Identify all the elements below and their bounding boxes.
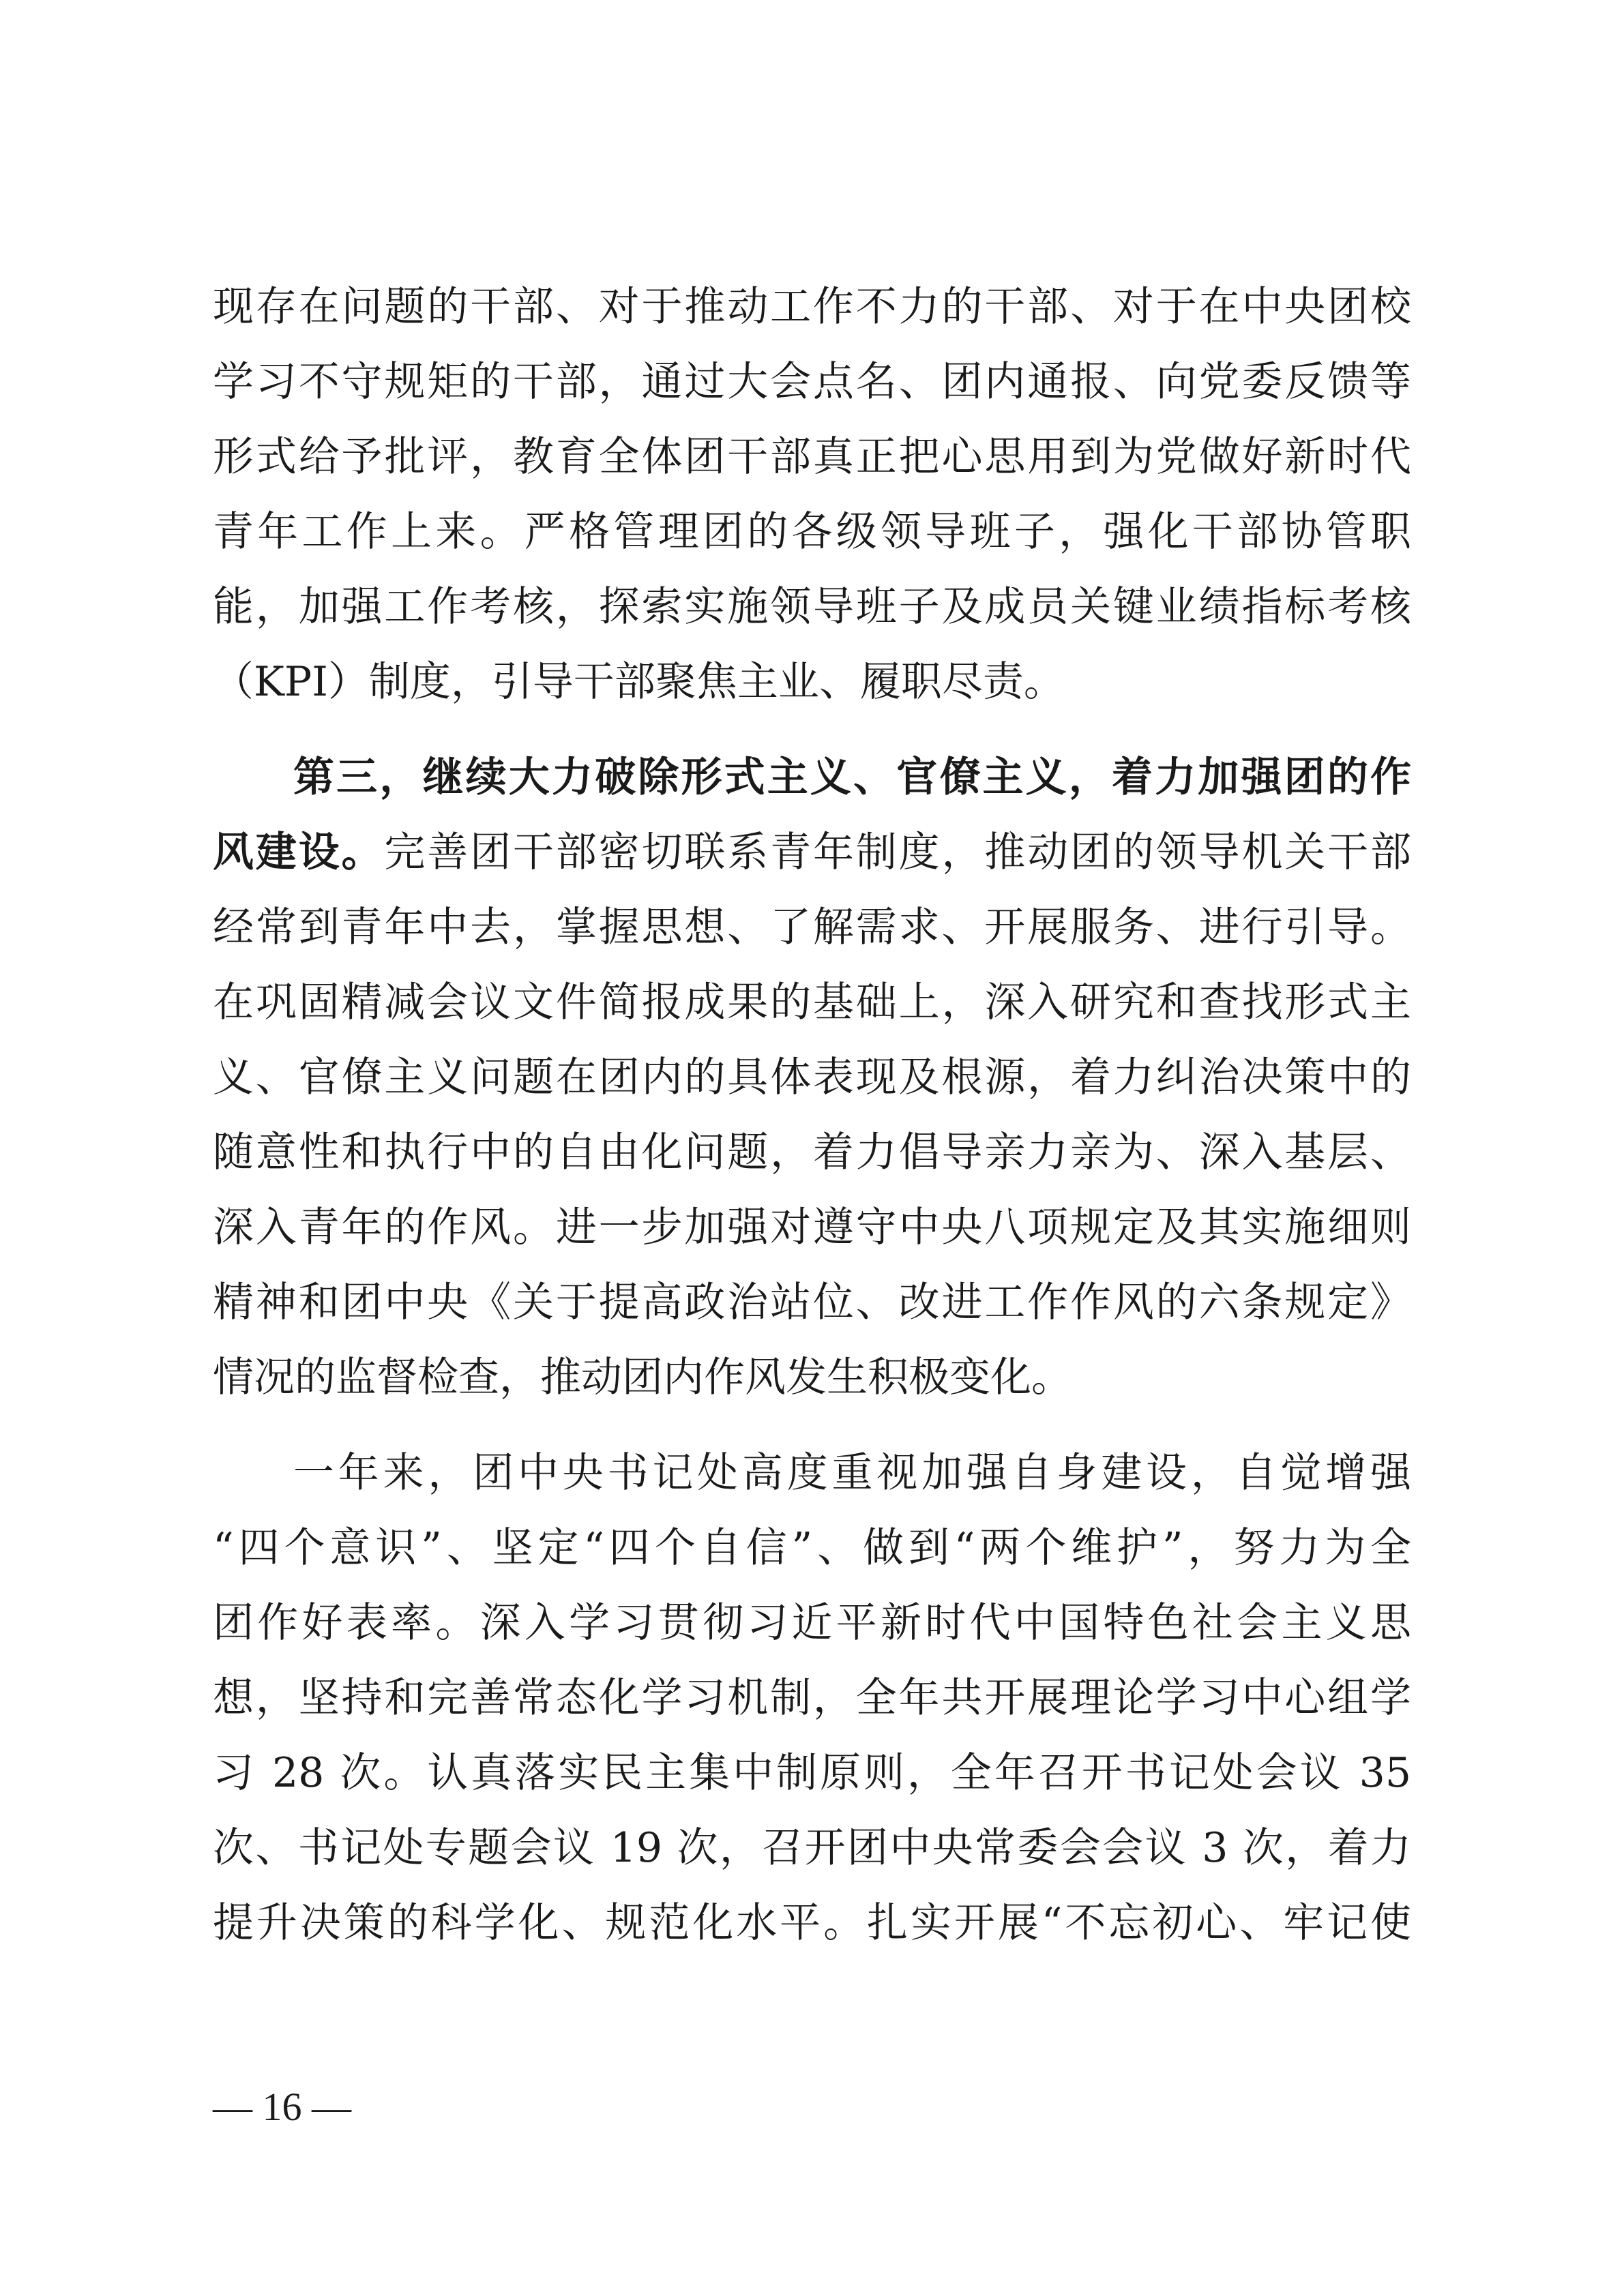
text-line [0,648,1624,716]
text-line [0,1343,1624,1412]
text-line-content: 团作好表率。深入学习贯彻习近平新时代中国特色社会主义思 [213,1599,1411,1647]
text-line [0,1664,1624,1732]
text-line-content: 在巩固精减会议文件简报成果的基础上，深入研究和查找形式主 [213,979,1411,1026]
text-line [0,968,1624,1037]
text-line-content: 能，加强工作考核，探索实施领导班子及成员关键业绩指标考核 [213,583,1411,631]
text-line [0,423,1624,491]
text-line-content: 青年工作上来。严格管理团的各级领导班子，强化干部协管职 [213,508,1411,556]
text-line-content: 精神和团中央《关于提高政治站位、改进工作作风的六条规定》 [213,1279,1411,1326]
text-line [0,1043,1624,1112]
paragraph-heading: 第三，继续大力破除形式主义、官僚主义，着力加强团的作 [293,754,1411,801]
text-line [0,1889,1624,1957]
text-line-content [213,818,1411,886]
text-line [0,818,1624,886]
text-line [0,348,1624,416]
text-line-content: 次、书记处专题会议 19 次，召开团中央常委会会议 3 次，着力 [213,1824,1411,1872]
text-line-content: 现存在问题的干部、对于推动工作不力的干部、对于在中央团校 [213,283,1411,331]
text-line [0,1193,1624,1262]
text-line [0,1514,1624,1582]
text-line [0,1589,1624,1657]
text-line-content: （KPI）制度，引导干部聚焦主业、履职尽责。 [213,658,1065,706]
text-line-rest: 完善团干部密切联系青年制度，推动团的领导机关干部 [384,829,1412,876]
text-line-content: 学习不守规矩的干部，通过大会点名、团内通报、向党委反馈等 [213,358,1411,406]
text-line-content: 提升决策的科学化、规范化水平。扎实开展“不忘初心、牢记使 [213,1899,1411,1947]
text-line-content: 随意性和执行中的自由化问题，着力倡导亲力亲为、深入基层、 [213,1129,1411,1176]
text-line [0,273,1624,341]
text-line-content: 形式给予批评，教育全体团干部真正把心思用到为党做好新时代 [213,433,1411,481]
text-line-content: 习 28 次。认真落实民主集中制原则，全年召开书记处会议 35 [213,1749,1411,1797]
text-line-content: “四个意识”、坚定“四个自信”、做到“两个维护”，努力为全 [213,1524,1411,1572]
text-line-content: 义、官僚主义问题在团内的具体表现及根源，着力纠治决策中的 [213,1054,1411,1101]
text-line [0,893,1624,961]
text-line-content: 情况的监督检查，推动团内作风发生积极变化。 [213,1354,1072,1401]
text-line [0,498,1624,566]
text-line [0,1739,1624,1807]
text-line [0,573,1624,641]
text-line-content: 想，坚持和完善常态化学习机制，全年共开展理论学习中心组学 [213,1674,1411,1722]
text-line-content: 深入青年的作风。进一步加强对遵守中央八项规定及其实施细则 [213,1204,1411,1251]
text-line-content: 一年来，团中央书记处高度重视加强自身建设，自觉增强 [293,1449,1411,1497]
page-number: — 16 — [213,2085,351,2129]
paragraph-heading-end: 风建设。 [213,829,385,876]
text-line [0,1814,1624,1882]
text-line [0,1439,1624,1507]
text-line [0,1268,1624,1337]
text-line [0,743,1624,811]
text-line [0,1118,1624,1187]
text-line-content: 经常到青年中去，掌握思想、了解需求、开展服务、进行引导。 [213,904,1411,951]
